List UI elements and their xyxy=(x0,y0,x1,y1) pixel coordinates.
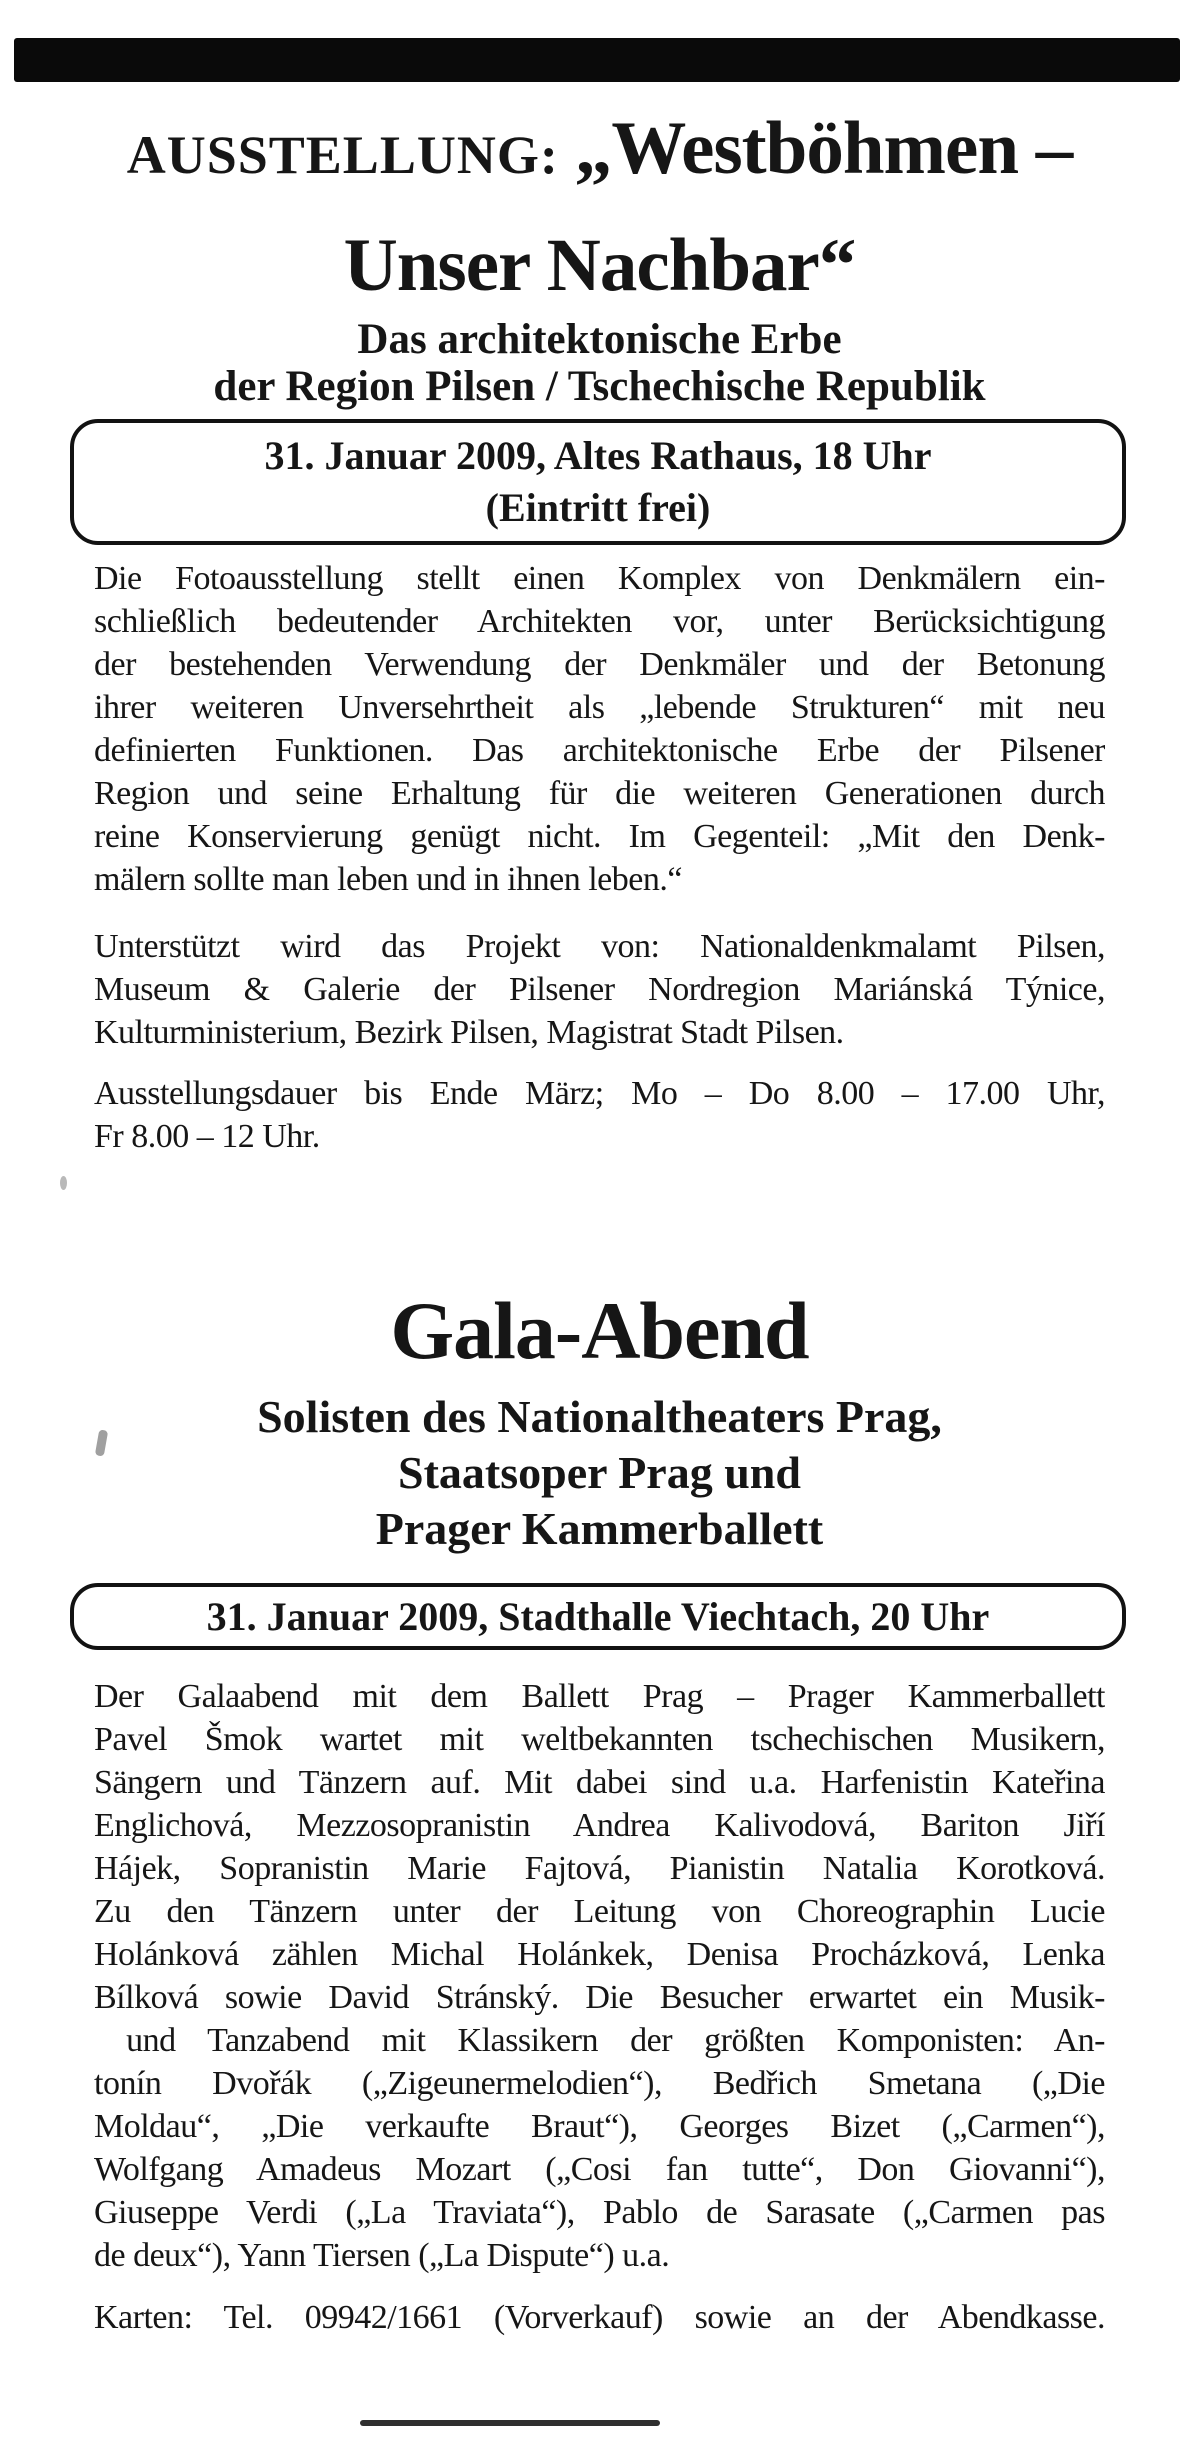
text-line: Kulturministerium, Bezirk Pilsen, Magistrat Stadt Pilsen. xyxy=(94,1014,844,1051)
gala-description-paragraph xyxy=(94,1675,1105,2277)
gala-title: Gala-Abend xyxy=(390,1285,809,1376)
text-line: Englichová, Mezzosopranistin Andrea Kalivodová, Bariton Jiří xyxy=(94,1807,1105,1844)
exhibition-heading-line1 xyxy=(0,100,1199,217)
exhibition-info-box xyxy=(70,419,1126,545)
gala-info-box-text xyxy=(74,1587,1122,1646)
text-line: Bílková sowie David Stránský. Die Besucher erwartet ein Musik- xyxy=(94,1979,1105,2016)
text-line: der Region Pilsen / Tschechische Republik xyxy=(213,363,986,410)
exhibition-duration-paragraph xyxy=(94,1072,1105,1158)
text-line: Wolfgang Amadeus Mozart („Cosi fan tutte“, Don Giovanni“), xyxy=(94,2151,1105,2188)
text-line: ihrer weiteren Unversehrtheit als „lebende Strukturen“ mit neu xyxy=(94,689,1105,726)
exhibition-heading-prefix: AUSSTELLUNG: xyxy=(126,125,559,185)
text-line: und Tanzabend mit Klassikern der größten Komponisten: An- xyxy=(94,2022,1105,2059)
scan-artifact-bottom-line xyxy=(360,2420,660,2426)
exhibition-info-box-text xyxy=(74,423,1122,534)
text-line: Prager Kammerballett xyxy=(375,1503,824,1554)
scan-artifact-speck xyxy=(60,1176,67,1190)
text-line: mälern sollte man leben und in ihnen leben.“ xyxy=(94,861,682,898)
text-line: Das architektonische Erbe xyxy=(357,316,842,363)
text-line: tonín Dvořák („Zigeunermelodien“), Bedřich Smetana („Die xyxy=(94,2065,1105,2102)
text-line: Ausstellungsdauer bis Ende März; Mo – Do 8.00 – 17.00 Uhr, xyxy=(94,1075,1105,1112)
text-line: Museum & Galerie der Pilsener Nordregion Mariánská Týnice, xyxy=(94,971,1105,1008)
text-line: Staatsoper Prag und xyxy=(398,1447,801,1498)
text-line: Fr 8.00 – 12 Uhr. xyxy=(94,1118,320,1155)
text-line: definierten Funktionen. Das architektonische Erbe der Pilsener xyxy=(94,732,1105,769)
tickets-paragraph xyxy=(94,2296,1105,2339)
text-line: de deux“), Yann Tiersen („La Dispute“) u.a. xyxy=(94,2237,670,2274)
exhibition-heading-title: „Westböhmen – xyxy=(574,107,1073,190)
text-line: Hájek, Sopranistin Marie Fajtová, Pianistin Natalia Korotková. xyxy=(94,1850,1105,1887)
text-line: Die Fotoausstellung stellt einen Komplex von Denkmälern ein- xyxy=(94,560,1105,597)
text-line: Zu den Tänzern unter der Leitung von Choreographin Lucie xyxy=(94,1893,1105,1930)
text-line: Holánková zählen Michal Holánkek, Denisa Procházková, Lenka xyxy=(94,1936,1105,1973)
text-line: Pavel Šmok wartet mit weltbekannten tschechischen Musikern, xyxy=(94,1721,1105,1758)
text-line: Der Galaabend mit dem Ballett Prag – Prager Kammerballett xyxy=(94,1678,1105,1715)
exhibition-support-paragraph xyxy=(94,925,1105,1054)
tickets-line: Karten: Tel. 09942/1661 (Vorverkauf) sowie an der Abendkasse. xyxy=(94,2299,1105,2336)
gala-info-box xyxy=(70,1583,1126,1650)
text-line: 31. Januar 2009, Stadthalle Viechtach, 20 Uhr xyxy=(206,1594,990,1639)
text-line: der bestehenden Verwendung der Denkmäler und der Betonung xyxy=(94,646,1105,683)
text-line: Moldau“, „Die verkaufte Braut“), Georges Bizet („Carmen“), xyxy=(94,2108,1105,2145)
text-line: reine Konservierung genügt nicht. Im Gegenteil: „Mit den Denk- xyxy=(94,818,1105,855)
text-line: Giuseppe Verdi („La Traviata“), Pablo de Sarasate („Carmen pas xyxy=(94,2194,1105,2231)
exhibition-heading xyxy=(0,100,1199,314)
text-line: Region und seine Erhaltung für die weiteren Generationen durch xyxy=(94,775,1105,812)
text-line: 31. Januar 2009, Altes Rathaus, 18 Uhr xyxy=(264,433,932,478)
scan-artifact-top-bar xyxy=(14,38,1180,82)
text-line: Unterstützt wird das Projekt von: Nationaldenkmalamt Pilsen, xyxy=(94,928,1105,965)
exhibition-heading-line2: Unser Nachbar“ xyxy=(343,224,856,307)
gala-subtitle xyxy=(0,1389,1199,1557)
text-line: (Eintritt frei) xyxy=(485,485,711,530)
text-line: Solisten des Nationaltheaters Prag, xyxy=(257,1391,942,1442)
text-line: Sängern und Tänzern auf. Mit dabei sind u.a. Harfenistin Kateřina xyxy=(94,1764,1105,1801)
text-line: schließlich bedeutender Architekten vor, unter Berücksichtigung xyxy=(94,603,1105,640)
exhibition-subtitle xyxy=(0,316,1199,410)
exhibition-description-paragraph xyxy=(94,557,1105,901)
